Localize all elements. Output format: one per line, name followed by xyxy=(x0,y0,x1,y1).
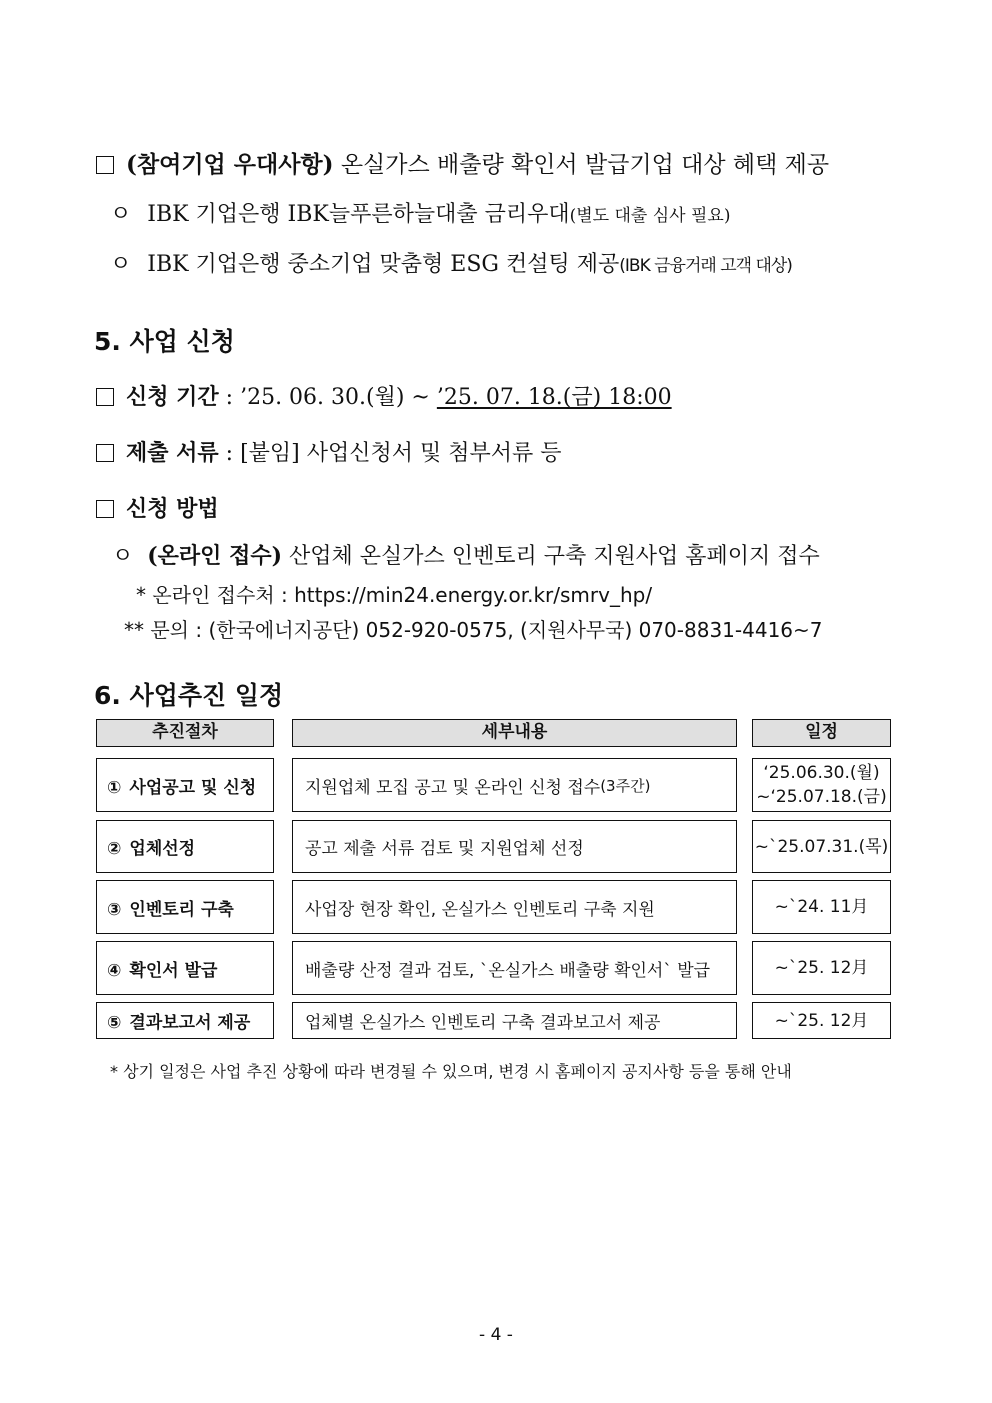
step-label: 결과보고서 제공 xyxy=(129,1013,251,1033)
table-row-step xyxy=(96,820,274,873)
detail-text: 공고 제출 서류 검토 및 지원업체 선정 xyxy=(305,839,584,859)
table-row-date xyxy=(752,758,891,812)
docs-label: 제출 서류 xyxy=(126,440,219,466)
table-row-detail xyxy=(292,1002,737,1039)
table-row-step xyxy=(96,758,274,812)
step-number: ① xyxy=(107,777,122,798)
table-row-detail xyxy=(292,941,737,995)
benefits-line xyxy=(96,146,829,179)
detail-text: 업체별 온실가스 인벤토리 구축 결과보고서 제공 xyxy=(305,1013,661,1033)
bullet-icon: ㅇ xyxy=(112,544,134,569)
online-text: 산업체 온실가스 인벤토리 구축 지원사업 홈페이지 접수 xyxy=(282,544,820,569)
bullet-icon: ㅇ xyxy=(110,202,132,227)
step-label: 사업공고 및 신청 xyxy=(129,777,257,798)
benefit-item-1 xyxy=(110,197,730,228)
detail-text: 지원업체 모집 공고 및 온라인 신청 접수 xyxy=(305,777,601,798)
table-row-date xyxy=(752,1002,891,1039)
period-sep: : xyxy=(218,385,241,410)
step-number: ② xyxy=(107,839,122,859)
detail-text: 사업장 현장 확인, 온실가스 인벤토리 구축 지원 xyxy=(305,899,655,920)
period-start: ’25. 06. 30.(월) ~ xyxy=(240,385,437,410)
date-value: ~`25. 12月 xyxy=(774,1010,869,1031)
date-value: ~`25.07.31.(목) xyxy=(754,836,889,857)
date-value: ~`25. 12月 xyxy=(774,958,869,978)
checkbox-square-icon xyxy=(96,444,114,462)
checkbox-square-icon xyxy=(96,156,114,174)
date-value: ~`24. 11月 xyxy=(774,897,869,917)
step-number: ④ xyxy=(107,960,122,981)
method-label: 신청 방법 xyxy=(126,496,219,522)
step-label: 인벤토리 구축 xyxy=(129,899,234,920)
table-row-detail xyxy=(292,758,737,812)
date-start: ‘25.06.30.(월) xyxy=(763,763,880,783)
period-label: 신청 기간 xyxy=(126,384,219,410)
url-line: * 온라인 접수처 : https://min24.energy.or.kr/smrv_hp/ xyxy=(136,583,653,607)
step-number: ③ xyxy=(107,899,122,920)
step-number: ⑤ xyxy=(107,1013,122,1033)
contact-line: ** 문의 : (한국에너지공단) 052-920-0575, (지원사무국) 070-8831-4416~7 xyxy=(124,618,823,642)
benefits-text: 온실가스 배출량 확인서 발급기업 대상 혜택 제공 xyxy=(333,152,830,178)
detail-note: (3주간) xyxy=(600,776,651,795)
table-row-step xyxy=(96,941,274,995)
table-header-detail: 세부내용 xyxy=(292,719,737,747)
benefit-item-note: (IBK 금융거래 고객 대상) xyxy=(619,256,792,276)
section6-title: 6. 사업추진 일정 xyxy=(94,681,284,710)
checkbox-square-icon xyxy=(96,500,114,518)
online-line xyxy=(112,539,820,570)
period-line xyxy=(96,380,672,411)
period-end: ’25. 07. 18.(금) 18:00 xyxy=(436,385,672,410)
detail-text: 배출량 산정 결과 검토, `온실가스 배출량 확인서` 발급 xyxy=(305,960,711,981)
table-row-step xyxy=(96,880,274,934)
date-end: ~‘25.07.18.(금) xyxy=(756,787,887,807)
step-label: 업체선정 xyxy=(129,839,196,859)
bullet-icon: ㅇ xyxy=(110,252,132,277)
docs-sep: : xyxy=(218,441,241,466)
table-row-date xyxy=(752,941,891,995)
benefit-item-note: (별도 대출 심사 필요) xyxy=(569,206,731,226)
table-row-detail xyxy=(292,820,737,873)
section5-title: 5. 사업 신청 xyxy=(94,327,235,356)
table-row-detail xyxy=(292,880,737,934)
method-line xyxy=(96,492,219,523)
table-row-date xyxy=(752,820,891,873)
benefit-item-2 xyxy=(110,247,792,278)
checkbox-square-icon xyxy=(96,388,114,406)
benefit-item-text: IBK 기업은행 중소기업 맞춤형 ESG 컨설팅 제공 xyxy=(147,252,620,277)
table-row-date xyxy=(752,880,891,934)
benefit-item-text: IBK 기업은행 IBK늘푸른하늘대출 금리우대 xyxy=(147,202,570,227)
benefits-bold: (참여기업 우대사항) xyxy=(126,151,334,178)
docs-line xyxy=(96,436,562,467)
page-number: - 4 - xyxy=(479,1325,513,1345)
table-header-date: 일정 xyxy=(752,719,891,747)
step-label: 확인서 발급 xyxy=(129,960,218,981)
docs-value: [붙임] 사업신청서 및 첨부서류 등 xyxy=(240,441,562,466)
schedule-footnote: * 상기 일정은 사업 추진 상황에 따라 변경될 수 있으며, 변경 시 홈페이지 공지사항 등을 통해 안내 xyxy=(110,1062,792,1081)
online-bold: (온라인 접수) xyxy=(147,543,283,569)
table-header-step: 추진절차 xyxy=(96,719,274,747)
table-row-step xyxy=(96,1002,274,1039)
